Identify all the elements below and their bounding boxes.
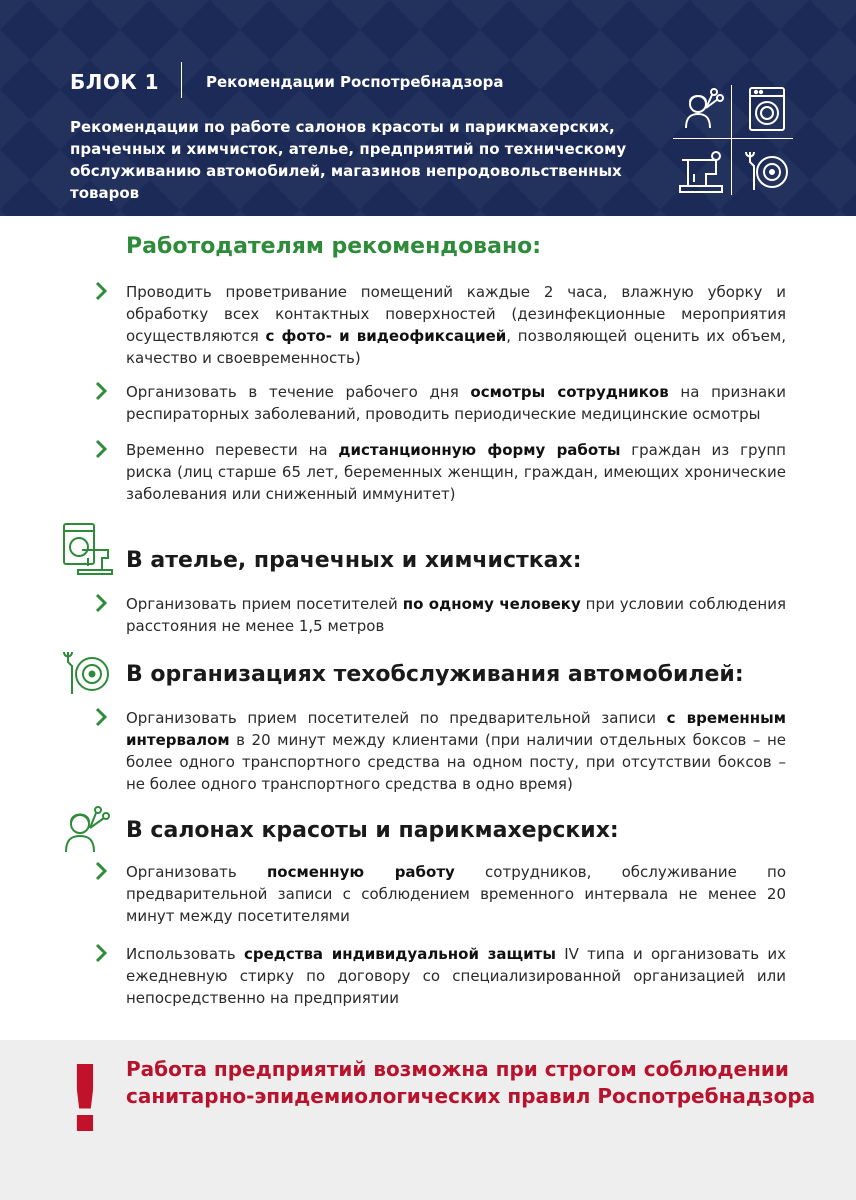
employers-item-3: Временно перевести на дистанционную форму работы граждан из групп риска (лиц старше 65 лет, беременных женщин, граждан, имеющих хронические заболевания или сниженный иммунитет) <box>126 441 786 503</box>
auto-item-1: Организовать прием посетителей по предварительной записи с временным интервалом в 20 минут между клиентами (при наличии отдельных боксов – не более одного транспортного средства на одном посту, при отсутствии боксов – не более одного транспортного средства в одно время) <box>126 709 786 793</box>
exclamation-icon: ! <box>64 1046 106 1153</box>
chevron-right-icon <box>93 943 109 963</box>
employers-heading: Работодателям рекомендовано: <box>126 234 542 259</box>
atelier-item-1: Организовать прием посетителей по одному человеку при условии соблюдения расстояния не менее 1,5 метров <box>126 595 786 635</box>
chevron-right-icon <box>93 707 109 727</box>
salon-item-1: Организовать посменную работу сотрудников, обслуживание по предварительной записи с соблюдением временного интервала не менее 20 минут между посетителями <box>126 863 786 925</box>
salon-item-2: Использовать средства индивидуальной защиты IV типа и организовать их ежедневную стирку по договору со специализированной организацией или непосредственно на предприятии <box>126 945 786 1007</box>
chevron-right-icon <box>93 439 109 459</box>
washing-machine-icon <box>742 84 792 134</box>
chevron-right-icon <box>93 381 109 401</box>
sewing-machine-icon <box>676 146 726 196</box>
salon-heading: В салонах красоты и парикмахерских: <box>126 818 619 843</box>
atelier-heading: В ателье, прачечных и химчистках: <box>126 548 582 573</box>
sewing-washing-icon <box>58 520 114 576</box>
header-divider <box>181 62 182 98</box>
car-service-icon <box>58 644 114 700</box>
header-title: Рекомендации по работе салонов красоты и парикмахерских, прачечных и химчисток, ателье, предприятий по техническому обслуживанию автомобилей, магазинов непродовольственных товаров <box>70 118 627 202</box>
hairdresser-icon <box>58 800 114 856</box>
employers-item-2: Организовать в течение рабочего дня осмотры сотрудников на признаки респираторных заболеваний, проводить периодические медицинские осмотры <box>126 383 786 423</box>
footer-warning-text: Работа предприятий возможна при строгом соблюдении санитарно-эпидемиологических правил Роспотребнадзора <box>126 1057 816 1108</box>
chevron-right-icon <box>93 281 109 301</box>
grid-divider-horizontal <box>673 138 793 139</box>
hairdresser-icon <box>676 84 726 134</box>
car-service-icon <box>742 146 792 196</box>
auto-heading: В организациях техобслуживания автомобилей: <box>126 662 744 687</box>
grid-divider-vertical <box>731 85 732 195</box>
header-banner <box>0 0 856 216</box>
chevron-right-icon <box>93 593 109 613</box>
chevron-right-icon <box>93 861 109 881</box>
employers-item-1: Проводить проветривание помещений каждые 2 часа, влажную уборку и обработку всех контактных поверхностей (дезинфекционные мероприятия осуществляются с фото- и видеофиксацией, позволяющей оценить их объем, качество и своевременность) <box>126 283 786 367</box>
header-icon-grid <box>668 80 798 200</box>
block-label: БЛОК 1 <box>70 70 160 94</box>
block-caption: Рекомендации Роспотребнадзора <box>206 73 504 91</box>
